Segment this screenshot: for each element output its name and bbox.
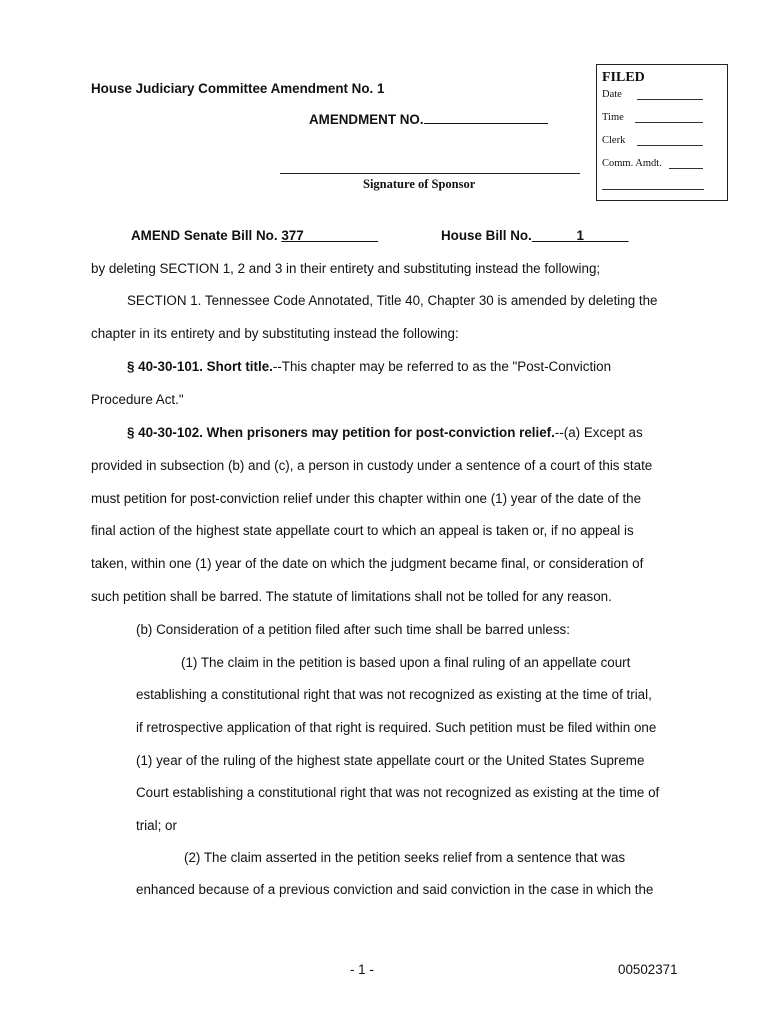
filed-date-blank <box>637 99 703 100</box>
subsection-b: (b) Consideration of a petition filed after such time shall be barred unless: <box>136 622 570 637</box>
filed-time-label: Time <box>602 112 624 123</box>
s101-line1: § 40-30-101. Short title.--This chapter may be referred to as the "Post-Conviction <box>127 359 612 374</box>
b2-line2: enhanced because of a previous conviction and said conviction in the case in which the <box>136 882 654 897</box>
filed-extra-blank <box>602 189 704 190</box>
filed-clerk-blank <box>637 145 703 146</box>
b1-line3: if retrospective application of that right is required. Such petition must be filed within one <box>136 720 657 735</box>
filed-box <box>596 64 728 201</box>
b2-line1: (2) The claim asserted in the petition seeks relief from a sentence that was <box>184 850 626 865</box>
b1-line5: Court establishing a constitutional right that was not recognized as existing at the time of <box>136 785 660 800</box>
document-id: 00502371 <box>618 962 678 977</box>
signature-line <box>280 173 580 174</box>
b1-line6: trial; or <box>136 818 177 833</box>
s102-line4: final action of the highest state appellate court to which an appeal is taken or, if no appeal is <box>91 523 634 538</box>
filed-title: FILED <box>602 70 645 85</box>
page-number: - 1 - <box>350 962 374 977</box>
s101-heading: § 40-30-101. Short title. <box>127 359 273 374</box>
section1-line1: SECTION 1. Tennessee Code Annotated, Title 40, Chapter 30 is amended by deleting the <box>127 293 658 308</box>
s102-line1: § 40-30-102. When prisoners may petition for post-conviction relief.--(a) Except as <box>127 425 643 440</box>
filed-date-label: Date <box>602 89 622 100</box>
signature-caption: Signature of Sponsor <box>363 177 476 191</box>
s102-line6: such petition shall be barred. The statute of limitations shall not be tolled for any reason. <box>91 589 612 604</box>
section1-line2: chapter in its entirety and by substituting instead the following: <box>91 326 459 341</box>
house-bill-number: 1 <box>576 228 584 243</box>
b1-line2: establishing a constitutional right that was not recognized as existing at the time of trial, <box>136 687 652 702</box>
b1-line1: (1) The claim in the petition is based upon a final ruling of an appellate court <box>181 655 631 670</box>
filed-comm-amdt-blank <box>669 168 703 169</box>
s102-heading: § 40-30-102. When prisoners may petition for post-conviction relief. <box>127 425 555 440</box>
s101-line2: Procedure Act." <box>91 392 184 407</box>
amendment-label-text: AMENDMENT NO. <box>309 112 424 127</box>
amendment-number-label <box>309 112 548 127</box>
filed-comm-amdt-label: Comm. Amdt. <box>602 158 662 169</box>
amendment-number-blank <box>424 112 548 124</box>
filed-clerk-label: Clerk <box>602 135 626 146</box>
amend-senate-bill: AMEND Senate Bill No. 377 <box>131 228 378 243</box>
s102-line5: taken, within one (1) year of the date on which the judgment became final, or consideration of <box>91 556 644 571</box>
house-bill: House Bill No. 1 <box>441 228 629 243</box>
s102-line2: provided in subsection (b) and (c), a person in custody under a sentence of a court of this state <box>91 458 653 473</box>
filed-time-blank <box>635 122 703 123</box>
b1-line4: (1) year of the ruling of the highest state appellate court or the United States Supreme <box>136 753 645 768</box>
committee-title: House Judiciary Committee Amendment No. 1 <box>91 81 385 96</box>
s102-line3: must petition for post-conviction relief under this chapter within one (1) year of the date of the <box>91 491 642 506</box>
body-intro: by deleting SECTION 1, 2 and 3 in their entirety and substituting instead the following; <box>91 261 601 276</box>
senate-bill-number: 377 <box>281 228 304 243</box>
